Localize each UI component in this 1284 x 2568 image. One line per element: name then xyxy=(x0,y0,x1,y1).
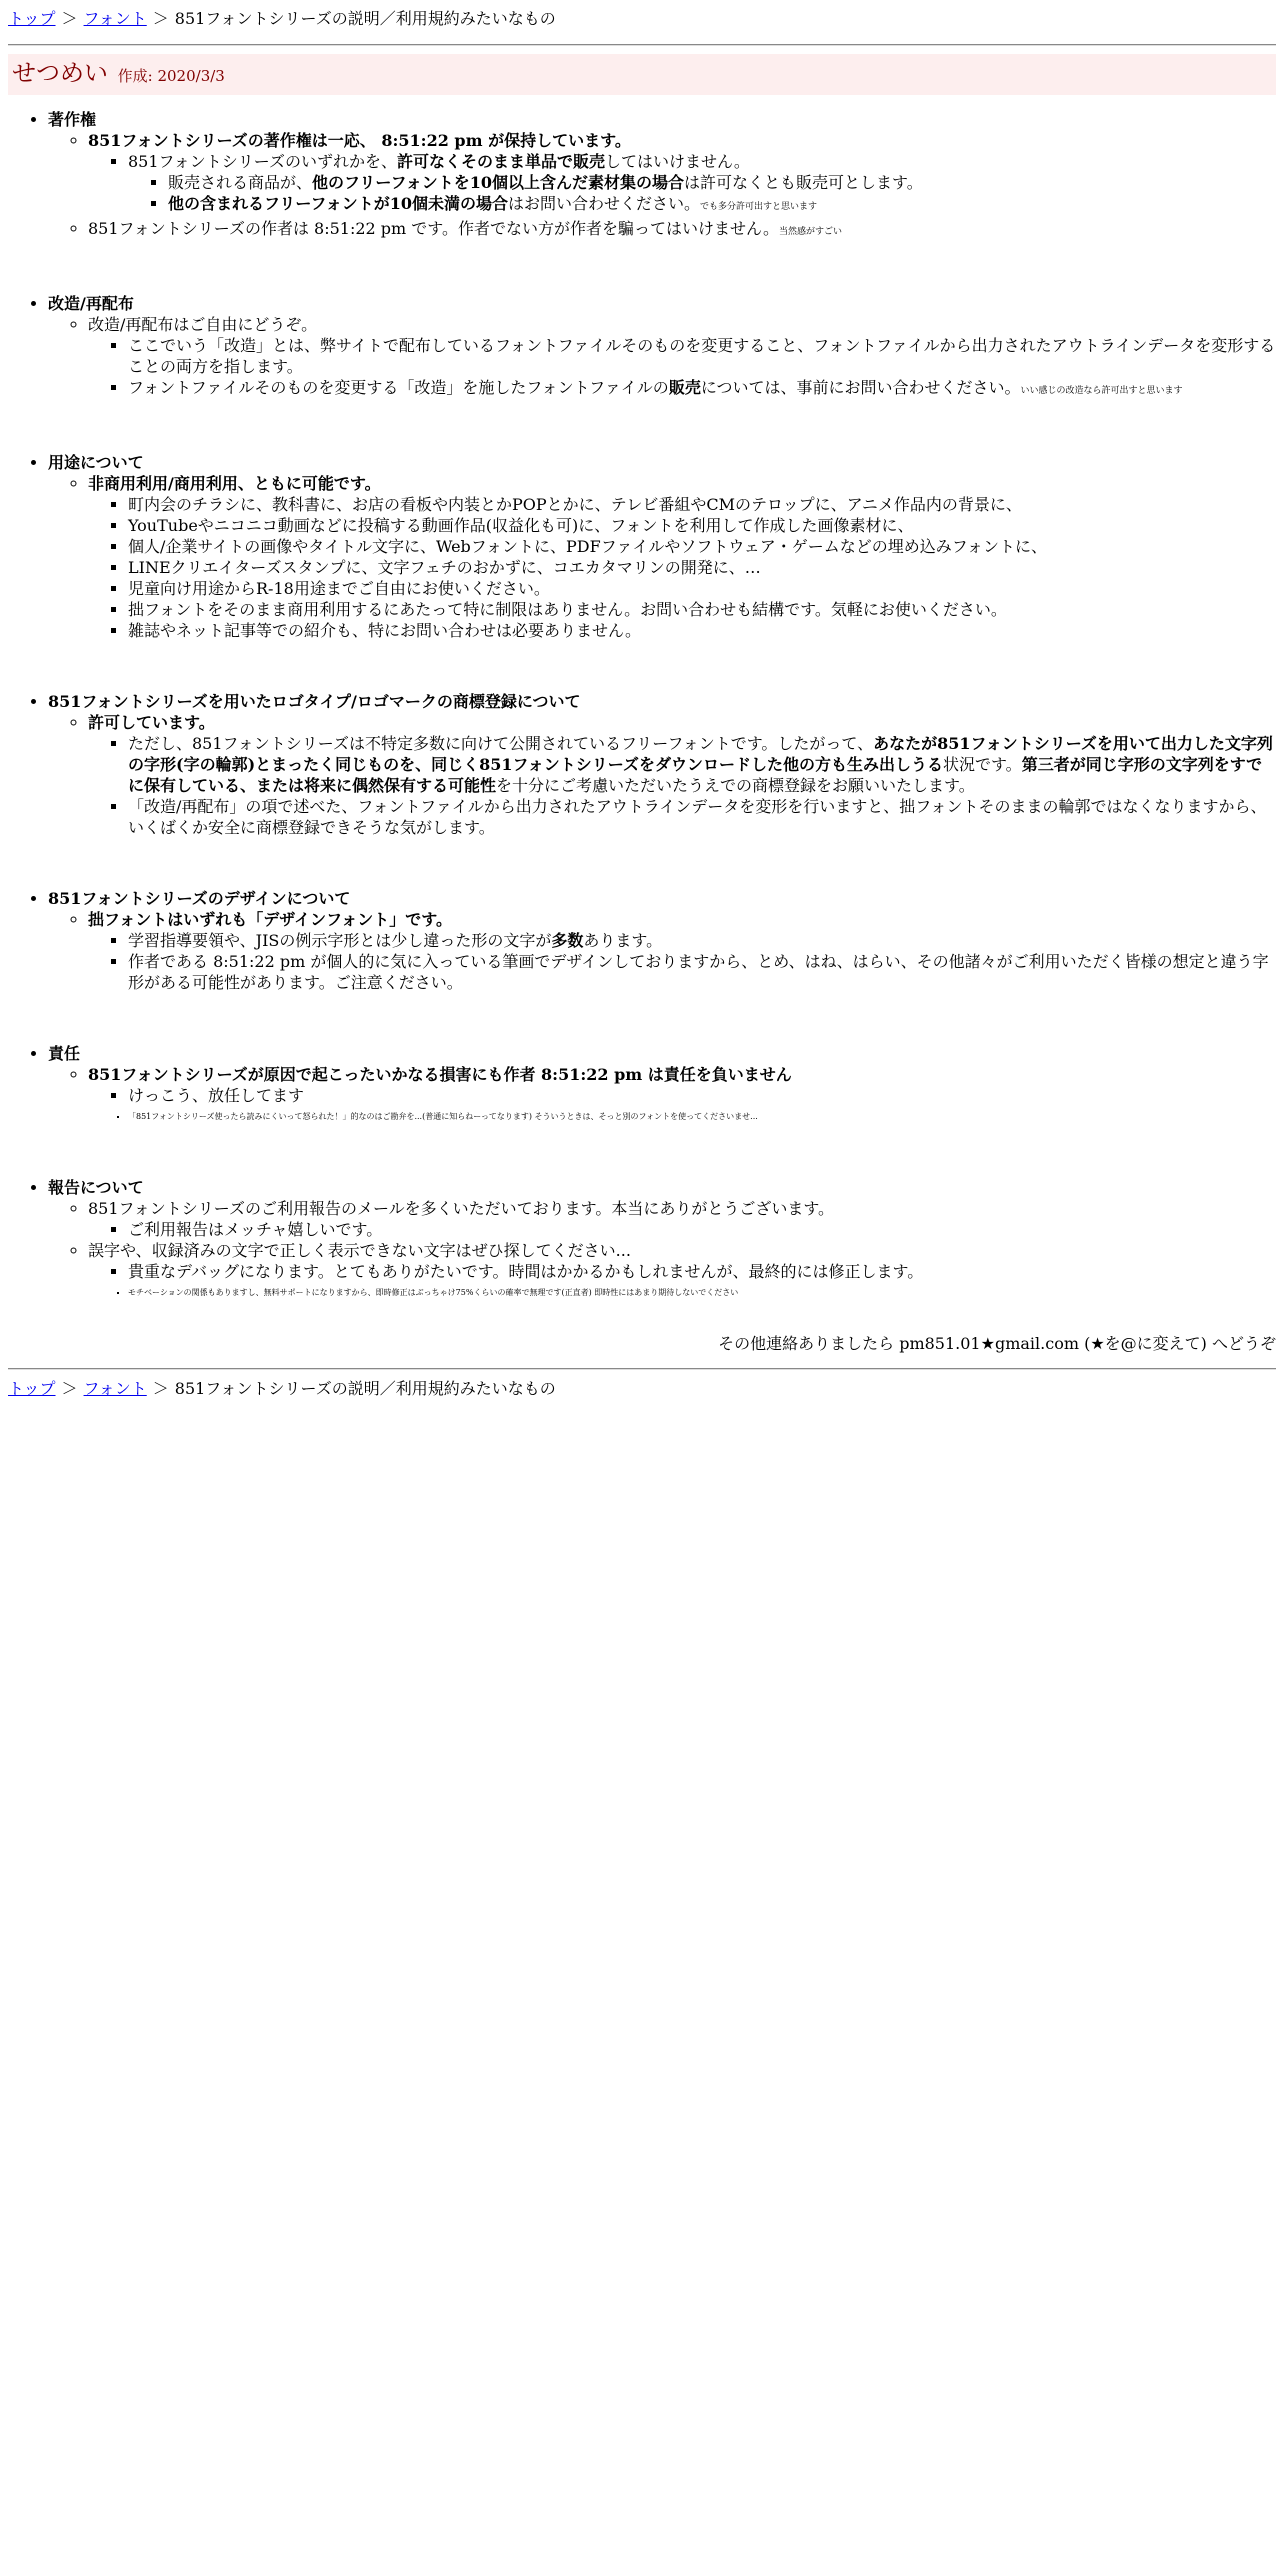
section-heading: 改造/再配布 xyxy=(48,294,134,313)
breadcrumb-separator: ＞ xyxy=(152,1379,169,1398)
page-title xyxy=(8,54,1276,95)
bullet-emphasis: 851フォントシリーズが原因で起こったいかなる損害にも作者 8:51:22 pm は責任を負いません xyxy=(88,1065,792,1084)
small-note: 当然感がすごい xyxy=(778,227,842,237)
section-report xyxy=(8,1177,1276,1303)
bullet-text: については、事前にお問い合わせください。 xyxy=(700,378,1021,397)
bullet-text: 851フォントシリーズのいずれかを、 xyxy=(128,152,397,171)
list-item xyxy=(88,314,1276,402)
list-item: ▪ YouTubeやニコニコ動画などに投稿する動画作品(収益化も可)に、フォントを利用して作成した画像素材に、 xyxy=(128,515,1276,536)
bullet-text: あります。 xyxy=(583,931,663,950)
section-heading: 用途について xyxy=(48,453,144,472)
bullet-text: 851フォントシリーズの著作権は一応、 8:51:22 pm が保持しています。 xyxy=(88,131,631,150)
list-item: ▪ けっこう、放任してます xyxy=(128,1085,1276,1106)
breadcrumb-link-fonts[interactable]: フォント xyxy=(83,1379,147,1398)
bullet-text: 改造/再配布はご自由にどうぞ。 xyxy=(88,315,318,334)
bullet-emphasis: 多数 xyxy=(551,931,584,950)
section-design xyxy=(8,888,1276,993)
section-item xyxy=(48,109,1276,243)
list-item xyxy=(128,377,1276,402)
bullet-emphasis: 許可しています。 xyxy=(88,713,215,732)
bullet-emphasis: 許可なくそのまま単品で販売 xyxy=(396,152,605,171)
list-item xyxy=(88,218,1276,243)
section-copyright xyxy=(8,109,1276,243)
section-item xyxy=(48,691,1276,838)
breadcrumb-current: 851フォントシリーズの説明／利用規約みたいなもの xyxy=(174,1379,556,1398)
bullet-emphasis: 販売 xyxy=(668,378,701,397)
bullet-text: 誤字や、収録済みの文字で正しく表示できない文字はぜひ探してください... xyxy=(88,1241,631,1260)
section-modify xyxy=(8,293,1276,402)
bullet-text: フォントファイルそのものを変更する「改造」を施したフォントファイルの xyxy=(128,378,669,397)
list-item: ▪ ここでいう「改造」とは、弊サイトで配布しているフォントファイルそのものを変更すること、フォントファイルから出力されたアウトラインデータを変形することの両方を指します。 xyxy=(128,335,1276,377)
list-item xyxy=(88,712,1276,838)
list-item: ▪ 作者である 8:51:22 pm が個人的に気に入っている筆画でデザインしておりますから、とめ、はね、はらい、その他諸々がご利用いただく皆様の想定と違う字形がある可能性があります。ご注意ください。 xyxy=(128,951,1276,993)
list-item xyxy=(128,733,1276,796)
divider xyxy=(8,44,1276,46)
bullet-emphasis: 他のフリーフォントを10個以上含んだ素材集の場合 xyxy=(312,173,685,192)
list-item xyxy=(88,1198,1276,1240)
bullet-text: はお問い合わせください。 xyxy=(508,194,701,213)
bullet-emphasis: 非商用利用/商用利用、ともに可能です。 xyxy=(88,474,381,493)
bullet-emphasis: 第三者が同じ字形の文字列をすでに保有している、または将来に偶然保有する可能性 xyxy=(128,755,1263,795)
breadcrumb-separator: ＞ xyxy=(61,1379,78,1398)
list-item xyxy=(168,172,1276,193)
section-item xyxy=(48,888,1276,993)
breadcrumb-current: 851フォントシリーズの説明／利用規約みたいなもの xyxy=(174,9,556,28)
list-item xyxy=(88,1240,1276,1303)
list-item: ▪ 町内会のチラシに、教科書に、お店の看板や内装とかPOPとかに、テレビ番組やCMのテロップに、アニメ作品内の背景に、 xyxy=(128,494,1276,515)
section-heading: 851フォントシリーズのデザインについて xyxy=(48,889,351,908)
bullet-text: 851フォントシリーズのご利用報告のメールを多くいただいております。本当にありがとうございます。 xyxy=(88,1199,835,1218)
bullet-text: は許可なくとも販売可とします。 xyxy=(684,173,923,192)
contact-info: その他連絡ありましたら pm851.01★gmail.com (★を@に変えて) へどうぞ xyxy=(718,1334,1276,1353)
divider xyxy=(8,1368,1276,1370)
list-item xyxy=(128,151,1276,218)
list-item: ▪ ご利用報告はメッチャ嬉しいです。 xyxy=(128,1219,1276,1240)
small-note: いい感じの改造なら許可出すと思います xyxy=(1020,386,1183,396)
list-item: ▪ 雑誌やネット記事等での紹介も、特にお問い合わせは必要ありません。 xyxy=(128,620,1276,641)
bullet-text: ただし、851フォントシリーズは不特定多数に向けて公開されているフリーフォントです。したがって、 xyxy=(128,734,874,753)
bullet-text: 販売される商品が、 xyxy=(168,173,313,192)
breadcrumb-bottom xyxy=(8,1378,1276,1400)
breadcrumb-separator: ＞ xyxy=(61,9,78,28)
breadcrumb-link-fonts[interactable]: フォント xyxy=(83,9,147,28)
breadcrumb-link-home[interactable]: トップ xyxy=(8,9,56,28)
bullet-text: 851フォントシリーズの作者は 8:51:22 pm です。作者でない方が作者を騙ってはいけません。 xyxy=(88,219,779,238)
bullet-text: 状況です。 xyxy=(942,755,1022,774)
list-item xyxy=(88,909,1276,993)
list-item: ▪ 貴重なデバッグになります。とてもありがたいです。時間はかかるかもしれませんが、最終的には修正します。 xyxy=(128,1261,1276,1282)
list-item xyxy=(168,193,1276,218)
bullet-emphasis: 拙フォントはいずれも「デザインフォント」です。 xyxy=(88,910,453,929)
bullet-emphasis: あなたが851フォントシリーズを用いて出力した文字列の字形(字の輪郭)とまったく同じものを、同じく851フォントシリーズをダウンロードした他の方も生み出しうる xyxy=(128,734,1273,774)
list-item: ▪ モチベーションの関係もありますし、無料サポートになりますから、即時修正はぶっちゃけ75%くらいの確率で無理です(正直者) 即時性にはあまり期待しないでください xyxy=(128,1282,1276,1303)
list-item: ▪ LINEクリエイターズスタンプに、文字フェチのおかずに、コエカタマリンの開発に、… xyxy=(128,557,1276,578)
list-item xyxy=(88,1064,1276,1127)
list-item: ▪ 個人/企業サイトの画像やタイトル文字に、Webフォントに、PDFファイルやソフトウェア・ゲームなどの埋め込みフォントに、 xyxy=(128,536,1276,557)
section-liability xyxy=(8,1043,1276,1127)
breadcrumb-separator: ＞ xyxy=(152,9,169,28)
list-item xyxy=(88,473,1276,641)
breadcrumb xyxy=(8,8,1276,30)
section-item xyxy=(48,1177,1276,1303)
list-item xyxy=(88,130,1276,218)
section-usage xyxy=(8,452,1276,641)
section-heading: 報告について xyxy=(48,1178,144,1197)
list-item: ▪ 拙フォントをそのまま商用利用するにあたって特に制限はありません。お問い合わせも結構です。気軽にお使いください。 xyxy=(128,599,1276,620)
list-item: ▪ 「851フォントシリーズ使ったら読みにくいって怒られた！」的なのはご勘弁を...(普通に知らねーってなります) そういうときは、そっと別のフォントを使ってくださいませ... xyxy=(128,1106,1276,1127)
section-item xyxy=(48,1043,1276,1127)
list-item xyxy=(128,930,1276,951)
section-trademark xyxy=(8,691,1276,838)
bullet-emphasis: 他の含まれるフリーフォントが10個未満の場合 xyxy=(168,194,509,213)
section-heading: 責任 xyxy=(48,1044,81,1063)
section-item xyxy=(48,293,1276,402)
breadcrumb-link-home[interactable]: トップ xyxy=(8,1379,56,1398)
page-date: 作成: 2020/3/3 xyxy=(117,67,225,85)
section-heading: 著作権 xyxy=(48,110,97,129)
page-title-text: せつめい xyxy=(12,59,108,87)
bullet-text: 学習指導要領や、JISの例示字形とは少し違った形の文字が xyxy=(128,931,552,950)
list-item: ▪ 「改造/再配布」の項で述べた、フォントファイルから出力されたアウトラインデータを変形を行いますと、拙フォントそのままの輪郭ではなくなりますから、いくばくか安全に商標登録できそうな気がします。 xyxy=(128,796,1276,838)
list-item: ▪ 児童向け用途からR-18用途までご自由にお使いください。 xyxy=(128,578,1276,599)
bullet-text: を十分にご考慮いただいたうえでの商標登録をお願いいたします。 xyxy=(496,776,975,795)
small-note: でも多分許可出すと思います xyxy=(700,202,818,212)
section-item xyxy=(48,452,1276,641)
bullet-text: してはいけません。 xyxy=(604,152,750,171)
section-heading: 851フォントシリーズを用いたロゴタイプ/ロゴマークの商標登録について xyxy=(48,692,581,711)
